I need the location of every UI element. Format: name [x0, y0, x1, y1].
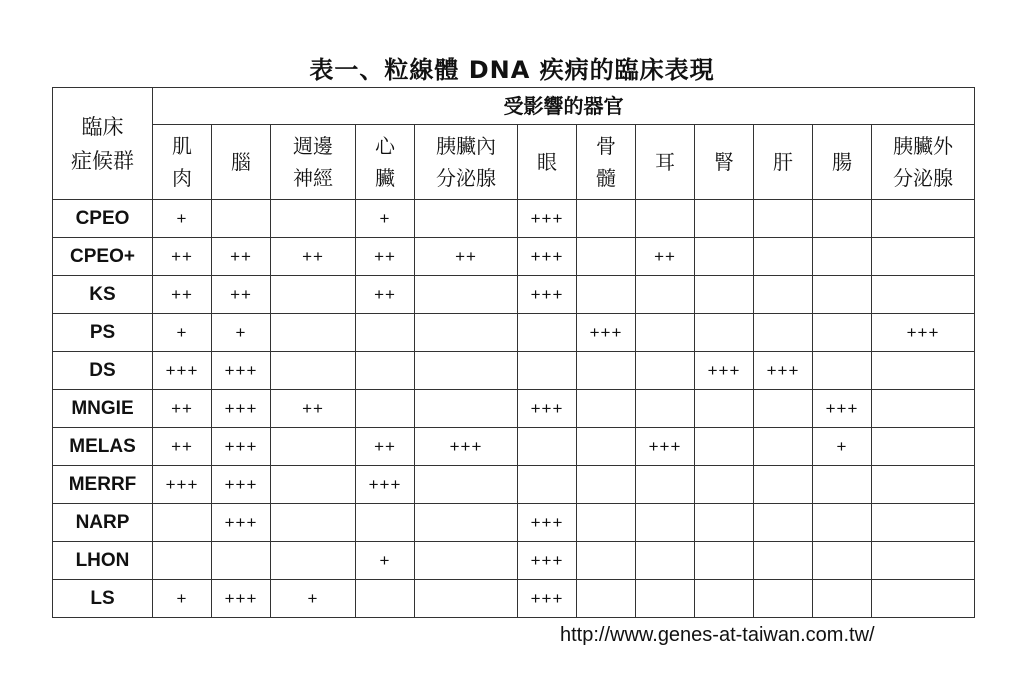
severity-cell [577, 200, 636, 238]
severity-cell [518, 314, 577, 352]
severity-cell: + [813, 428, 872, 466]
severity-cell [813, 504, 872, 542]
severity-cell [754, 466, 813, 504]
organ-header-2 [271, 125, 356, 200]
severity-cell: +++ [872, 314, 975, 352]
syndrome-column-header: 臨床 症候群 [53, 88, 153, 200]
severity-cell: ++ [153, 428, 212, 466]
severity-cell [872, 352, 975, 390]
severity-cell [636, 504, 695, 542]
severity-cell [636, 390, 695, 428]
syndrome-cell: LS [53, 580, 153, 618]
severity-cell [754, 200, 813, 238]
severity-cell [518, 466, 577, 504]
organ-header-label: 腸 [832, 150, 852, 174]
header-row-organs [53, 125, 975, 200]
organ-header-label: 骨 髓 [596, 134, 616, 190]
severity-cell [754, 390, 813, 428]
severity-cell [271, 276, 356, 314]
organ-header-7 [636, 125, 695, 200]
severity-cell [813, 276, 872, 314]
severity-cell [872, 542, 975, 580]
severity-cell [695, 314, 754, 352]
severity-cell [577, 542, 636, 580]
severity-cell [518, 352, 577, 390]
severity-cell: + [153, 200, 212, 238]
severity-cell [754, 580, 813, 618]
table-row [53, 314, 975, 352]
severity-cell [813, 580, 872, 618]
severity-cell [577, 580, 636, 618]
severity-cell [872, 428, 975, 466]
organ-header-8 [695, 125, 754, 200]
affected-organs-header: 受影響的器官 [153, 88, 975, 125]
syndrome-cell: MELAS [53, 428, 153, 466]
severity-cell: +++ [518, 580, 577, 618]
organ-header-3 [356, 125, 415, 200]
severity-cell: ++ [153, 390, 212, 428]
severity-cell: +++ [153, 466, 212, 504]
severity-cell [695, 390, 754, 428]
severity-cell [754, 428, 813, 466]
organ-header-10 [813, 125, 872, 200]
severity-cell [695, 542, 754, 580]
severity-cell: ++ [636, 238, 695, 276]
organ-header-label: 肝 [773, 150, 793, 174]
syndrome-cell: MERRF [53, 466, 153, 504]
severity-cell [415, 200, 518, 238]
table-row [53, 390, 975, 428]
syndrome-cell: CPEO+ [53, 238, 153, 276]
severity-cell [356, 390, 415, 428]
severity-cell [695, 580, 754, 618]
severity-cell: +++ [636, 428, 695, 466]
severity-cell [356, 314, 415, 352]
severity-cell [356, 352, 415, 390]
severity-cell [271, 352, 356, 390]
severity-cell [153, 504, 212, 542]
severity-cell: ++ [153, 238, 212, 276]
table-row [53, 200, 975, 238]
severity-cell: ++ [356, 276, 415, 314]
table-row [53, 542, 975, 580]
severity-cell [577, 276, 636, 314]
table-row [53, 504, 975, 542]
severity-cell [872, 276, 975, 314]
organ-header-label: 眼 [537, 150, 557, 174]
severity-cell: + [153, 580, 212, 618]
severity-cell: +++ [754, 352, 813, 390]
severity-cell [754, 276, 813, 314]
organ-header-0 [153, 125, 212, 200]
severity-cell [415, 314, 518, 352]
severity-cell: +++ [518, 276, 577, 314]
organ-header-5 [518, 125, 577, 200]
source-url: http://www.genes-at-taiwan.com.tw/ [560, 624, 875, 646]
severity-cell [754, 504, 813, 542]
severity-cell [813, 352, 872, 390]
organ-header-label: 心 臟 [375, 134, 395, 190]
severity-cell [754, 542, 813, 580]
severity-cell: ++ [271, 390, 356, 428]
severity-cell: +++ [153, 352, 212, 390]
severity-cell [813, 314, 872, 352]
organ-header-label: 腎 [714, 150, 734, 174]
severity-cell: ++ [356, 428, 415, 466]
severity-cell: +++ [212, 352, 271, 390]
severity-cell [518, 428, 577, 466]
severity-cell [872, 580, 975, 618]
severity-cell: ++ [212, 238, 271, 276]
table-header [53, 88, 975, 200]
severity-cell [577, 504, 636, 542]
organ-header-label: 週邊 神經 [293, 134, 333, 190]
severity-cell [695, 466, 754, 504]
table-row [53, 428, 975, 466]
severity-cell: + [271, 580, 356, 618]
severity-cell: +++ [212, 390, 271, 428]
table-row [53, 352, 975, 390]
organ-header-label: 胰臟外 分泌腺 [893, 134, 954, 190]
severity-cell [695, 504, 754, 542]
severity-cell [577, 428, 636, 466]
severity-cell [356, 504, 415, 542]
syndrome-cell: LHON [53, 542, 153, 580]
severity-cell: +++ [577, 314, 636, 352]
severity-cell [153, 542, 212, 580]
organ-header-label: 腦 [231, 150, 251, 174]
severity-cell [695, 200, 754, 238]
severity-cell [577, 390, 636, 428]
organ-header-label: 肌 肉 [172, 134, 192, 190]
clinical-manifestations-table [52, 87, 975, 618]
severity-cell [415, 390, 518, 428]
table-body [53, 200, 975, 618]
table-title: 表一、粒線體 DNA 疾病的臨床表現 [309, 56, 715, 84]
organ-header-1 [212, 125, 271, 200]
table-row [53, 238, 975, 276]
severity-cell [872, 390, 975, 428]
severity-cell [872, 504, 975, 542]
severity-cell [636, 542, 695, 580]
severity-cell [636, 580, 695, 618]
severity-cell [577, 466, 636, 504]
severity-cell: +++ [415, 428, 518, 466]
severity-cell [415, 504, 518, 542]
severity-cell [636, 314, 695, 352]
severity-cell: ++ [271, 238, 356, 276]
severity-cell [271, 200, 356, 238]
severity-cell [356, 580, 415, 618]
severity-cell: +++ [518, 504, 577, 542]
severity-cell: +++ [813, 390, 872, 428]
severity-cell [636, 352, 695, 390]
severity-cell [577, 352, 636, 390]
table-row [53, 580, 975, 618]
severity-cell [636, 466, 695, 504]
severity-cell [271, 314, 356, 352]
severity-cell: + [356, 200, 415, 238]
severity-cell [415, 542, 518, 580]
syndrome-cell: DS [53, 352, 153, 390]
severity-cell [813, 200, 872, 238]
severity-cell [695, 428, 754, 466]
syndrome-cell: KS [53, 276, 153, 314]
severity-cell [415, 580, 518, 618]
severity-cell: ++ [153, 276, 212, 314]
syndrome-cell: PS [53, 314, 153, 352]
organ-header-label: 胰臟內 分泌腺 [436, 134, 496, 190]
severity-cell [754, 314, 813, 352]
severity-cell: +++ [212, 504, 271, 542]
organ-header-9 [754, 125, 813, 200]
severity-cell [813, 466, 872, 504]
severity-cell [271, 542, 356, 580]
severity-cell [577, 238, 636, 276]
severity-cell: ++ [212, 276, 271, 314]
severity-cell: + [356, 542, 415, 580]
severity-cell: +++ [212, 428, 271, 466]
severity-cell: +++ [212, 466, 271, 504]
severity-cell [415, 352, 518, 390]
severity-cell [212, 200, 271, 238]
organ-header-11 [872, 125, 975, 200]
severity-cell [212, 542, 271, 580]
severity-cell: + [153, 314, 212, 352]
severity-cell [872, 466, 975, 504]
severity-cell: +++ [518, 200, 577, 238]
severity-cell [754, 238, 813, 276]
syndrome-cell: NARP [53, 504, 153, 542]
severity-cell: +++ [695, 352, 754, 390]
severity-cell [271, 428, 356, 466]
table-row [53, 276, 975, 314]
severity-cell [271, 504, 356, 542]
severity-cell [872, 200, 975, 238]
organ-header-label: 耳 [655, 150, 675, 174]
severity-cell [695, 276, 754, 314]
severity-cell [872, 238, 975, 276]
severity-cell [813, 542, 872, 580]
syndrome-cell: MNGIE [53, 390, 153, 428]
header-row-group [53, 88, 975, 125]
severity-cell: +++ [356, 466, 415, 504]
severity-cell: ++ [356, 238, 415, 276]
severity-cell [636, 200, 695, 238]
severity-cell: + [212, 314, 271, 352]
severity-cell [813, 238, 872, 276]
severity-cell: ++ [415, 238, 518, 276]
severity-cell: +++ [518, 238, 577, 276]
organ-header-6 [577, 125, 636, 200]
severity-cell: +++ [518, 390, 577, 428]
severity-cell [271, 466, 356, 504]
severity-cell [636, 276, 695, 314]
syndrome-cell: CPEO [53, 200, 153, 238]
severity-cell [695, 238, 754, 276]
severity-cell: +++ [518, 542, 577, 580]
table-row [53, 466, 975, 504]
organ-header-4 [415, 125, 518, 200]
severity-cell: +++ [212, 580, 271, 618]
severity-cell [415, 276, 518, 314]
severity-cell [415, 466, 518, 504]
